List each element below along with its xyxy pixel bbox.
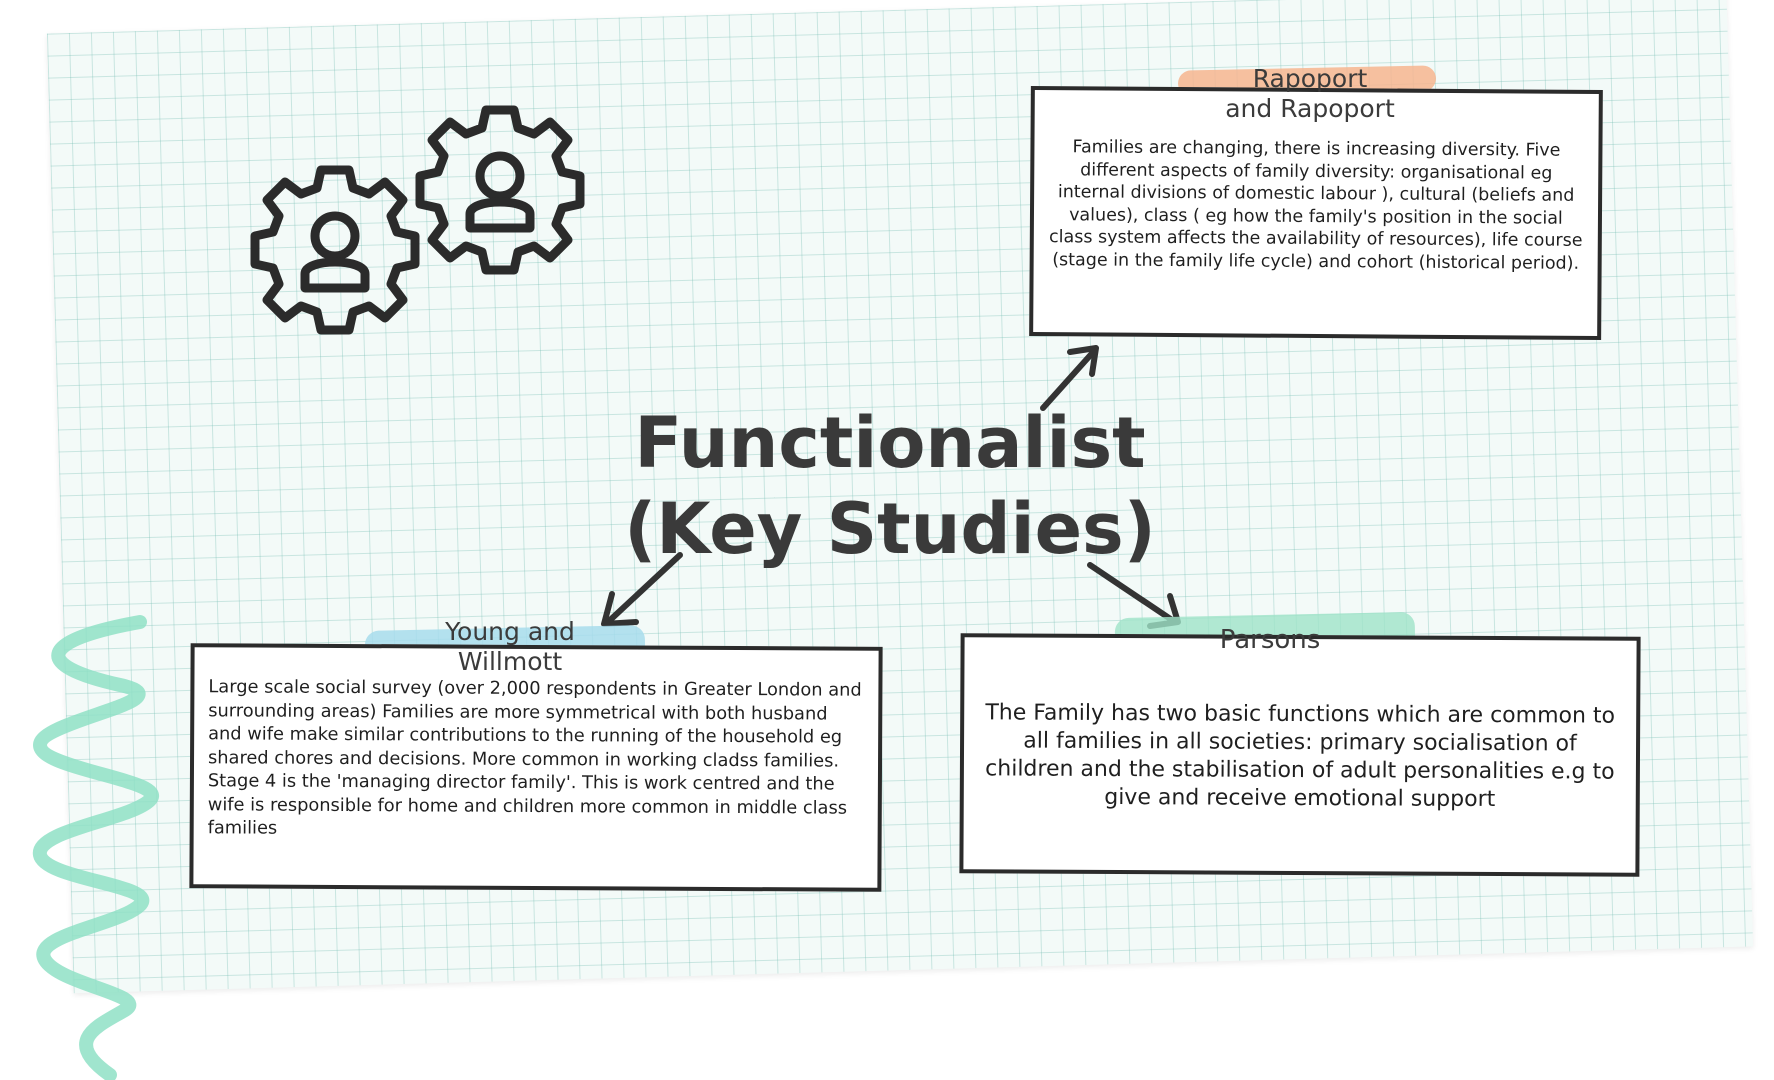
parsons-study-text: The Family has two basic functions which are common to all families in all societies: primary socialisation of children and the stabilisation of adult personalities e.g to give and receive emotional support — [985, 700, 1623, 813]
young-label-line-1: Young and — [445, 617, 575, 646]
diagram-title — [560, 400, 1220, 572]
parsons-study-box — [959, 633, 1640, 877]
title-line-2: (Key Studies) — [624, 488, 1156, 570]
parsons-label-text: Parsons — [1219, 625, 1321, 655]
rapoport-label — [1190, 64, 1430, 124]
young-willmott-study-box — [189, 643, 882, 892]
parsons-label — [1160, 625, 1380, 655]
rapoport-label-line-1: Rapoport — [1252, 64, 1368, 93]
young-willmott-study-text: Large scale social survey (over 2,000 respondents in Greater London and surrounding areas) Families are more symmetrical with both husband and wife make similar contributions to the running of the household eg shared chores and decisions. More common in working cladss families. Stage 4 is the 'managing director family'. This is work centred and the wife is responsible for home and children more common in middle class families — [207, 676, 868, 839]
rapoport-label-line-2: and Rapoport — [1225, 94, 1395, 123]
arrow-to-parsons — [1090, 565, 1175, 622]
rapoport-study-text: Families are changing, there is increasing diversity. Five different aspects of family diversity: organisational eg internal divisions of domestic labour ), cultural (beliefs and values), class ( eg how the family's position in the social class system affects the availability of resources), life course (stage in the family life cycle) and cohort (historical period). — [1049, 137, 1589, 274]
young-willmott-label — [400, 617, 620, 677]
title-line-1: Functionalist — [634, 402, 1146, 484]
rapoport-study-box — [1029, 86, 1603, 340]
young-label-line-2: Willmott — [457, 647, 563, 676]
